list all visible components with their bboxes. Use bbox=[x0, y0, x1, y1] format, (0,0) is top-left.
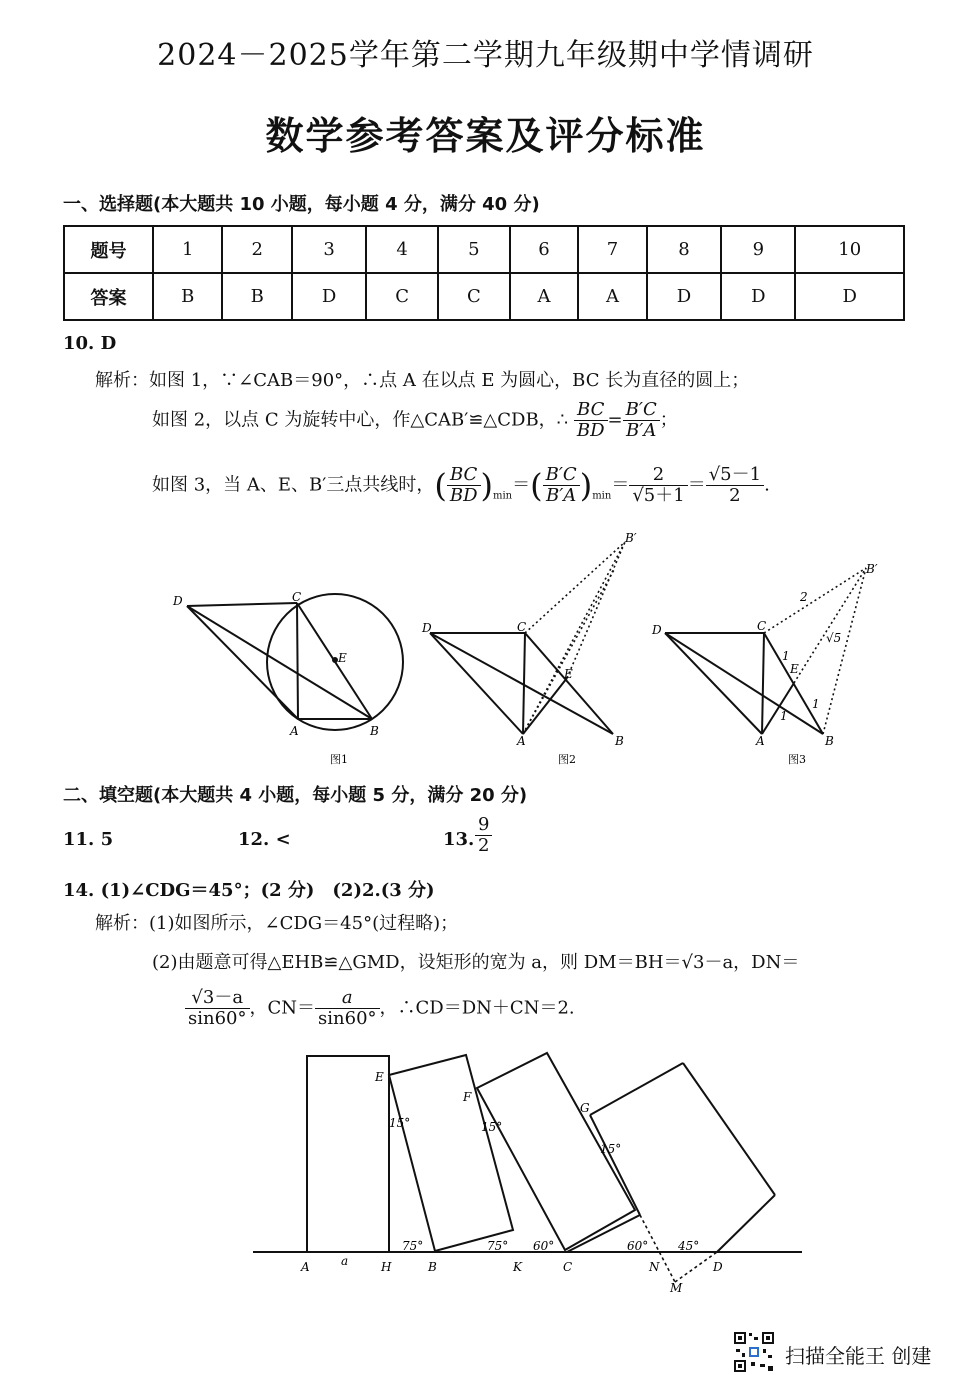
table-cell: 8 bbox=[647, 226, 721, 273]
angle-45: 45° bbox=[678, 1239, 700, 1253]
q14-tail-text: ，∴CD＝DN＋CN＝2. bbox=[379, 997, 575, 1019]
label-g: G bbox=[580, 1101, 590, 1115]
frac-num: B′C bbox=[543, 465, 580, 486]
dotted-segment bbox=[523, 542, 625, 734]
table-cell: 4 bbox=[366, 226, 438, 273]
q10-line1: 解析：如图 1，∵∠CAB＝90°，∴点 A 在以点 E 为圆心，BC 长为直径的圆上； bbox=[95, 370, 750, 391]
q10-line2: 如图 2，以点 C 为旋转中心，作△CAB′≌△CDB，∴ $\frac{BC}{BD}$ = $\frac{B'C}{B'A}$ ； bbox=[152, 399, 678, 441]
label-b-prime: B′ bbox=[866, 562, 878, 576]
figure-1-caption: 图1 bbox=[330, 753, 348, 766]
table-cell: D bbox=[795, 273, 904, 320]
label-width-a: a bbox=[341, 1254, 349, 1268]
dotted-segment bbox=[764, 568, 866, 633]
dotted-segment bbox=[567, 542, 625, 678]
segment bbox=[523, 633, 525, 734]
label-e: E bbox=[375, 1070, 384, 1084]
table-cell: C bbox=[438, 273, 510, 320]
fraction-r3ma-sin60 bbox=[185, 988, 250, 1029]
label-m: M bbox=[670, 1281, 683, 1295]
label-e: E bbox=[564, 667, 573, 681]
table-cell: 1 bbox=[153, 226, 222, 273]
frac-den: B′A bbox=[545, 484, 577, 506]
segment bbox=[430, 633, 613, 734]
frac-den: 2 bbox=[729, 484, 741, 506]
exam-title: 2024－2025学年第二学期九年级期中学情调研 bbox=[157, 38, 814, 73]
frac-den: BD bbox=[576, 419, 605, 441]
segment bbox=[525, 633, 613, 734]
figure-2-caption: 图2 bbox=[558, 753, 576, 766]
fraction-9-2 bbox=[475, 815, 492, 856]
label-a: A bbox=[517, 734, 526, 748]
label-k: K bbox=[513, 1260, 522, 1274]
frac-den: B′A bbox=[626, 419, 657, 441]
label-d: D bbox=[422, 621, 432, 635]
table-cell: D bbox=[292, 273, 366, 320]
frac-num: 9 bbox=[475, 815, 492, 836]
length-root5: √5 bbox=[826, 631, 842, 645]
table-cell: A bbox=[578, 273, 647, 320]
frac-den: √5＋1 bbox=[632, 484, 685, 506]
frac-num: 2 bbox=[629, 465, 687, 486]
q14-line3 bbox=[185, 988, 575, 1029]
document-subtitle: 数学参考答案及评分标准 bbox=[265, 114, 706, 158]
label-d: D bbox=[652, 623, 662, 637]
q10-figures bbox=[160, 528, 880, 773]
table-cell: A bbox=[510, 273, 579, 320]
table-cell: 3 bbox=[292, 226, 366, 273]
angle-60: 60° bbox=[627, 1239, 649, 1253]
label-a: A bbox=[290, 724, 299, 738]
frac-den: BD bbox=[449, 484, 478, 506]
label-e: E bbox=[338, 651, 347, 665]
fraction-bc-bd-min bbox=[447, 465, 481, 506]
q14-answer: 14. (1)∠CDG＝45°；(2 分) (2)2.(3 分) bbox=[63, 880, 435, 901]
segment bbox=[762, 683, 794, 734]
fraction-bpc-bpa-min bbox=[543, 465, 580, 506]
frac-den: 2 bbox=[478, 834, 490, 856]
segment bbox=[717, 1195, 775, 1252]
min-subscript: min bbox=[592, 490, 612, 502]
label-c: C bbox=[757, 619, 767, 633]
label-b: B bbox=[370, 724, 379, 738]
dotted-segment bbox=[675, 1252, 717, 1282]
min-subscript: min bbox=[493, 490, 513, 502]
table-cell: C bbox=[366, 273, 438, 320]
q14-mid-text: ，CN＝ bbox=[249, 997, 316, 1019]
angle-60: 60° bbox=[533, 1239, 555, 1253]
table-cell: B bbox=[222, 273, 291, 320]
figure-2 bbox=[430, 542, 625, 734]
dotted-segment bbox=[794, 568, 866, 683]
fraction-a-sin60 bbox=[315, 988, 380, 1029]
label-b: B bbox=[825, 734, 834, 748]
segment bbox=[590, 1063, 683, 1115]
segment bbox=[297, 603, 298, 719]
length-2: 2 bbox=[800, 590, 808, 604]
frac-num: √5－1 bbox=[706, 465, 764, 486]
table-cell: 2 bbox=[222, 226, 291, 273]
answer-13 bbox=[475, 815, 492, 856]
segment bbox=[665, 633, 823, 734]
label-e: E bbox=[790, 662, 799, 676]
table-cell: D bbox=[647, 273, 721, 320]
angle-15: 15° bbox=[389, 1116, 411, 1130]
angle-15: 15° bbox=[481, 1120, 503, 1134]
q10-line2-text: 如图 2，以点 C 为旋转中心，作△CAB′≌△CDB，∴ bbox=[152, 409, 569, 431]
angle-15: 15° bbox=[600, 1142, 622, 1156]
scanner-watermark: 扫描全能王 创建 bbox=[785, 1344, 932, 1368]
rectangle bbox=[389, 1055, 513, 1251]
table-cell: 7 bbox=[578, 226, 647, 273]
label-h: H bbox=[381, 1260, 392, 1274]
dotted-segment bbox=[525, 542, 625, 633]
q10-line3-text: 如图 3，当 A、E、B′三点共线时， bbox=[152, 474, 435, 496]
segment bbox=[187, 603, 297, 606]
segment bbox=[430, 633, 523, 734]
q14-line1: 解析：(1)如图所示，∠CDG＝45°(过程略)； bbox=[95, 913, 459, 934]
frac-num: BC bbox=[574, 400, 608, 421]
frac-den: sin60° bbox=[188, 1007, 247, 1029]
label-a: A bbox=[301, 1260, 310, 1274]
table-cell: 10 bbox=[795, 226, 904, 273]
angle-75: 75° bbox=[487, 1239, 509, 1253]
label-c: C bbox=[517, 620, 527, 634]
segment bbox=[683, 1063, 775, 1195]
dotted-segment bbox=[823, 568, 866, 734]
label-b: B bbox=[428, 1260, 437, 1274]
segment bbox=[590, 1115, 640, 1215]
frac-num: √3－a bbox=[185, 988, 250, 1009]
fraction-bpc-bpa bbox=[623, 400, 660, 441]
frac-num: BC bbox=[447, 465, 481, 486]
section1-heading: 一、选择题(本大题共 10 小题，每小题 4 分，满分 40 分) bbox=[63, 194, 540, 215]
answer-13-label: 13. bbox=[443, 829, 475, 850]
label-d: D bbox=[173, 594, 183, 608]
qr-code-icon bbox=[733, 1331, 775, 1373]
answer-12: 12. < bbox=[238, 829, 291, 850]
q14-line2: (2)由题意可得△EHB≌△GMD，设矩形的宽为 a，则 DM＝BH＝√3－a，DN＝ bbox=[152, 952, 800, 973]
answer-table bbox=[63, 225, 905, 321]
table-cell: 9 bbox=[721, 226, 795, 273]
label-b-prime: B′ bbox=[625, 531, 637, 545]
segment bbox=[762, 633, 764, 734]
label-c: C bbox=[292, 590, 302, 604]
answer-11: 11. 5 bbox=[63, 829, 114, 850]
section2-heading: 二、填空题(本大题共 4 小题，每小题 5 分，满分 20 分) bbox=[63, 785, 528, 806]
q10-line3: 如图 3，当 A、E、B′三点共线时，( $\frac{BC}{BD}$ )$_{min}=$( $\frac{B'C}{B'A}$ )$_{min}=$ $\frac{2}{√5+1}$ ＝ $\frac{√5-1}{2}$ . bbox=[152, 464, 770, 506]
length-1: 1 bbox=[782, 649, 790, 663]
frac-num: B′C bbox=[623, 400, 660, 421]
length-1: 1 bbox=[812, 697, 820, 711]
fraction-2-r5p1 bbox=[629, 465, 687, 506]
table-cell: 6 bbox=[510, 226, 579, 273]
row-label-number: 题号 bbox=[64, 226, 153, 273]
label-d: D bbox=[713, 1260, 723, 1274]
domino-figure bbox=[245, 1045, 810, 1295]
frac-den: sin60° bbox=[318, 1007, 377, 1029]
label-c: C bbox=[563, 1260, 573, 1274]
frac-num: a bbox=[315, 988, 380, 1009]
label-b: B bbox=[615, 734, 624, 748]
figure-1 bbox=[187, 594, 403, 730]
table-cell: 5 bbox=[438, 226, 510, 273]
table-cell: D bbox=[721, 273, 795, 320]
label-a: A bbox=[756, 734, 765, 748]
length-1: 1 bbox=[780, 709, 788, 723]
figure-3 bbox=[665, 568, 866, 734]
table-cell: B bbox=[153, 273, 222, 320]
segment bbox=[665, 633, 762, 734]
point-e bbox=[333, 658, 337, 662]
label-n: N bbox=[649, 1260, 660, 1274]
fraction-bc-bd bbox=[574, 400, 608, 441]
table-row-answers bbox=[64, 273, 904, 320]
q10-answer: 10. D bbox=[63, 333, 117, 354]
rectangle bbox=[307, 1056, 389, 1252]
figure-3-caption: 图3 bbox=[788, 753, 806, 766]
angle-75: 75° bbox=[402, 1239, 424, 1253]
row-label-answer: 答案 bbox=[64, 273, 153, 320]
fraction-r5m1-2 bbox=[706, 465, 764, 506]
label-f: F bbox=[463, 1090, 472, 1104]
table-row-numbers bbox=[64, 226, 904, 273]
